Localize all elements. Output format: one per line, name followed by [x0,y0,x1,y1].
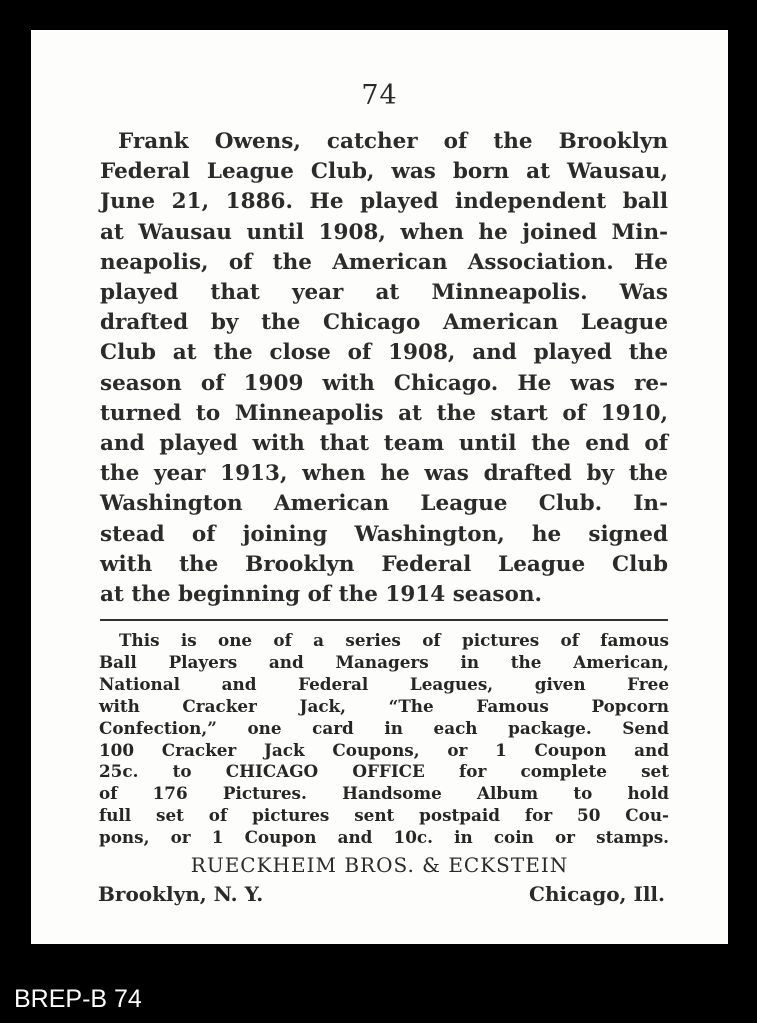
bio-line: at Wausau until 1908, when he joined Min- [100,219,668,245]
bio-line: turned to Minneapolis at the start of 1910, [100,400,668,426]
city-chicago: Chicago, Ill. [529,882,665,906]
bio-line: Washington American League Club. In- [100,491,668,517]
bio-line: Federal League Club, was born at Wausau, [100,159,668,185]
player-biography [100,127,668,610]
promo-line: 100 Cracker Jack Coupons, or 1 Coupon and [99,739,669,760]
card-back [31,30,728,944]
image-caption: BREP-B 74 [14,985,142,1013]
promo-line: of 176 Pictures. Handsome Album to hold [99,783,669,804]
bio-line: June 21, 1886. He played independent ball [100,189,668,215]
card-number: 74 [361,80,398,111]
promo-line: 25c. to CHICAGO OFFICE for complete set [99,761,669,782]
bio-line: at the beginning of the 1914 season. [100,582,542,608]
city-brooklyn: Brooklyn, N. Y. [98,882,264,906]
promo-line: full set of pictures sent postpaid for 50 Cou- [99,805,669,826]
bio-line: Frank Owens, catcher of the Brooklyn [118,129,668,154]
promo-line: National and Federal Leagues, given Free [99,673,669,694]
promo-line: This is one of a series of pictures of famous [119,630,669,650]
bio-line: season of 1909 with Chicago. He was re- [100,370,668,396]
bio-line: Club at the close of 1908, and played the [100,340,668,366]
bio-line: played that year at Minneapolis. Was [100,280,668,306]
promo-line: pons, or 1 Coupon and 10c. in coin or stamps. [99,827,669,848]
bio-line: the year 1913, when he was drafted by the [100,461,668,487]
divider-rule [100,619,668,621]
caption-bar [0,975,757,1023]
promo-line: Confection,” one card in each package. Send [99,717,669,738]
promo-text [99,630,669,849]
bio-line: drafted by the Chicago American League [100,310,668,336]
promo-line: Ball Players and Managers in the American, [99,651,669,672]
bio-line: stead of joining Washington, he signed [100,521,668,547]
bio-line: neapolis, of the American Association. He [100,249,668,275]
promo-line: with Cracker Jack, “The Famous Popcorn [99,695,669,716]
bio-line: and played with that team until the end of [100,431,668,457]
bio-line: with the Brooklyn Federal League Club [100,551,668,577]
company-name: RUECKHEIM BROS. & ECKSTEIN [190,853,569,877]
